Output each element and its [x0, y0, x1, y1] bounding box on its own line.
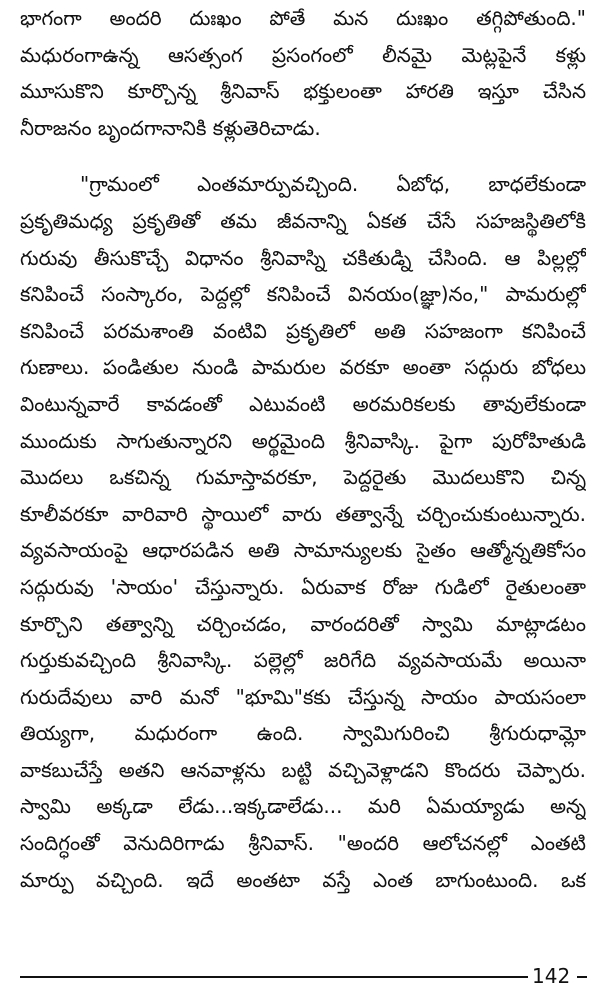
footer-rule	[20, 976, 528, 978]
paragraph	[20, 0, 586, 146]
text-line: కూలీవరకూ వారివారి స్థాయిలో వారు తత్వాన్నే చర్చించుకుంటున్నారు.	[20, 501, 586, 526]
text-line: మొదలు ఒకచిన్న గుమాస్తావరకూ, పెద్దరైతు మొదలుకొని చిన్న	[20, 465, 586, 490]
text-line: గురుదేవులు వారి మనో "భూమి"కకు చేస్తున్న సాయం పాయసంలా	[20, 684, 586, 709]
text-line: మార్పు వచ్చింది. ఇదే అంతటా వస్తే ఎంత బాగుంటుంది. ఒక	[20, 867, 586, 892]
text-line: కనిపించే సంస్కారం, పెద్దల్లో కనిపించే వినయం(జ్ఞా)నం," పామరుల్లో	[20, 282, 586, 307]
paragraph	[20, 166, 586, 898]
text-line: ముందుకు సాగుతున్నారని అర్థమైంది శ్రీనివాస్కి. పైగా పురోహితుడి	[20, 428, 586, 453]
text-line: గుణాలు. పండితుల నుండి పామరుల వరకూ అంతా సద్గురు బోధలు	[20, 355, 586, 380]
text-line: వ్యవసాయంపై ఆధారపడిన అతి సామాన్యులకు సైతం ఆత్మోన్నతికోసం	[20, 538, 586, 563]
page-number-dash	[577, 976, 587, 978]
text-line: వింటున్నవారే కావడంతో ఎటువంటి అరమరికలకు తావులేకుండా	[20, 391, 586, 416]
text-line: సద్గురువు 'సాయం' చేస్తున్నారు. ఏరువాక రోజు గుడిలో రైతులంతా	[20, 574, 586, 599]
text-line: మూసుకొని కూర్చొన్న శ్రీనివాస్ భక్తులంతా హారతి ఇస్తూ చేసిన	[20, 79, 586, 104]
text-line: మధురంగాఉన్న ఆసత్సంగ ప్రసంగంలో లీనమై మెట్లపైనే కళ్లు	[20, 42, 586, 67]
text-line: కనిపించే పరమశాంతి వంటివి ప్రకృతిలో అతి సహజంగా కనిపించే	[20, 318, 586, 343]
page-number: 142	[532, 964, 571, 988]
text-line: సందిగ్ధంతో వెనుదిరిగాడు శ్రీనివాస్. "అందరి ఆలోచనల్లో ఎంతటి	[20, 831, 586, 856]
text-line: కూర్చొని తత్వాన్ని చర్చించడం, వారందరితో స్వామి మాట్లాడటం	[20, 611, 586, 636]
text-line: వాకబుచేస్తే అతని ఆనవాళ్లను బట్టి వచ్చివెళ్లాడని కొందరు చెప్పారు.	[20, 757, 586, 782]
text-line: నీరాజనం బృందగానానికి కళ్లుతెరిచాడు.	[20, 115, 321, 140]
text-line: ప్రకృతిమధ్య ప్రకృతితో తమ జీవనాన్ని ఏకత చేసే సహజస్థితిలోకి	[20, 208, 586, 233]
paragraph-gap	[20, 146, 586, 166]
text-line: భాగంగా అందరి దుఃఖం పోతే మన దుఃఖం తగ్గిపోతుంది."	[20, 6, 586, 30]
text-line: గుర్తుకువచ్చింది శ్రీనివాస్కి. పల్లెల్లో జరిగేది వ్యవసాయమే అయినా	[20, 648, 586, 673]
text-line: తియ్యగా, మధురంగా ఉంది. స్వామిగురించి శ్రీగురుధామ్లో	[20, 721, 586, 746]
text-line: స్వామి అక్కడా లేడు...ఇక్కడాలేడు... మరి ఏమయ్యాడు అన్న	[20, 794, 586, 819]
page-footer	[0, 962, 600, 986]
text-line: గురువు తీసుకొచ్చే విధానం శ్రీనివాస్ని చకితుడ్ని చేసింది. ఆ పిల్లల్లో	[20, 245, 586, 270]
body-text	[20, 0, 586, 898]
text-line: "గ్రామంలో ఎంతమార్పువచ్చింది. ఏబోధ, బాధలేకుండా	[80, 172, 586, 197]
